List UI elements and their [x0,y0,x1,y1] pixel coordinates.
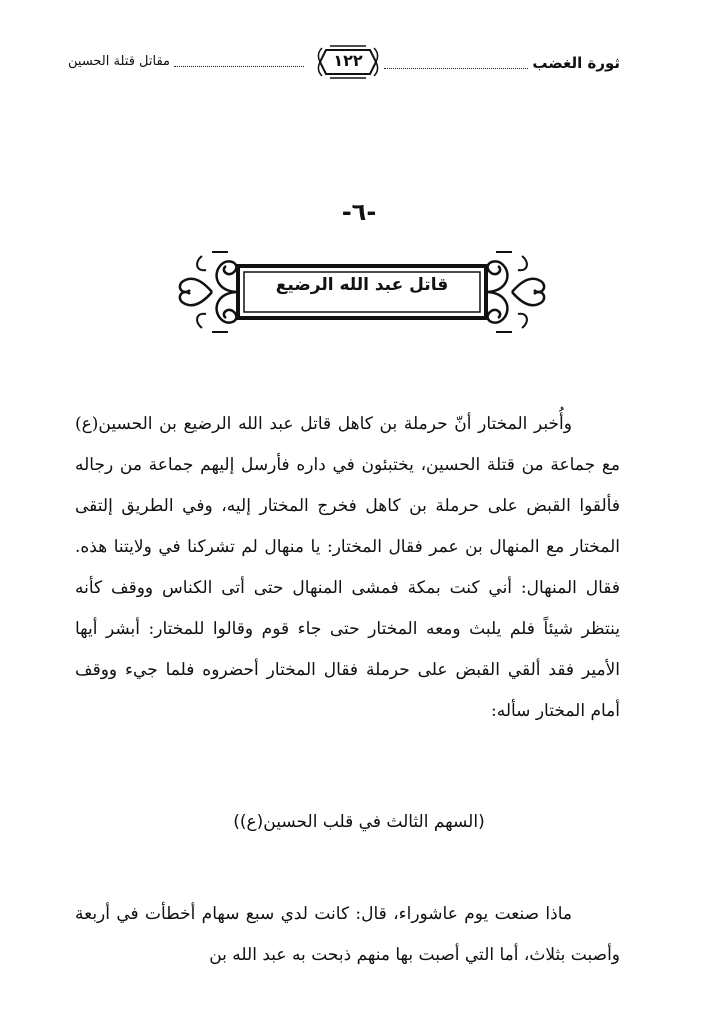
page-header [68,40,620,90]
page-number: ١٢٢ [333,51,363,70]
body-paragraph-2 [75,894,620,976]
header-section-title-group [68,54,308,69]
chapter-title: قاتل عبد الله الرضيع [275,275,449,295]
paragraph-text: وأُخبر المختار أنّ حرملة بن كاهل قاتل عبد الله الرضيع بن الحسين(ع) مع جماعة من قتلة الحسين، يختبئون في داره فأرسل إليهم جماعة من رجاله فألقوا القبض على حرملة بن كاهل فخرج المختار إليه، وفي الطريق إلتقى المختار مع المنهال بن عمر فقال المختار: يا منهال لم تشركنا في ولايتنا هذه. فقال المنهال: أني كنت بمكة فمشى المنهال حتى أتى الكناس ووقف كأنه ينتظر شيئاً فلم يلبث ومعه المختار حتى جاء قوم وقالوا للمختار: أبشر أيها الأمير فقد ألقي القبض على حرملة فقال المختار أحضروه فلما جيء ووقف أمام المختار سأله: [75,414,620,721]
paragraph-text: ماذا صنعت يوم عاشوراء، قال: كانت لدي سبع سهام أخطأت في أربعة وأصبت بثلاث، أما التي أصبت بها منهم ذبحت به عبد الله بن [75,904,620,965]
chapter-title-frame [172,246,552,338]
book-title: ثورة الغضب [532,54,620,72]
body-paragraph-1 [75,404,620,732]
chapter-number: -٦- [341,198,377,226]
header-dots-right [384,58,528,69]
section-subheading: (السهم الثالث في قلب الحسين(ع)) [233,812,485,832]
section-title: مقاتل قتلة الحسين [68,54,171,69]
header-dots-left [174,56,304,67]
header-book-title-group [380,54,620,72]
page-number-badge [316,42,380,82]
